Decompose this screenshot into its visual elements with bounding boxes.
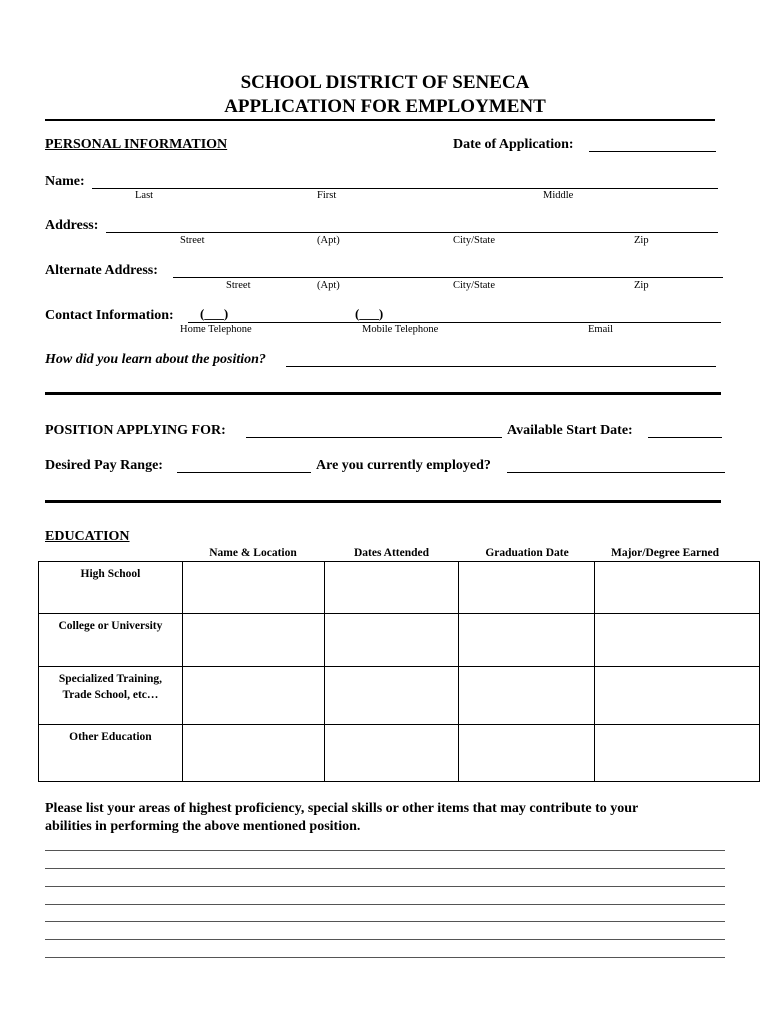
mobile-area-code: (___) [355,306,384,321]
skills-write-line[interactable] [45,921,725,922]
col-header-name-location: Name & Location [209,547,297,559]
education-heading: EDUCATION [45,529,130,544]
alt-address-sub-street: Street [226,280,251,291]
name-sub-middle: Middle [543,190,574,201]
skills-prompt-line-2: abilities in performing the above mentioned position. [45,819,361,834]
available-start-date-label: Available Start Date: [507,423,633,438]
home-area-code: (___) [200,306,229,321]
learn-about-position-label: How did you learn about the position? [45,352,266,367]
desired-pay-range-field[interactable] [177,472,311,473]
other-name-location-cell[interactable] [182,725,324,782]
currently-employed-label: Are you currently employed? [316,458,491,473]
date-of-application-label: Date of Application: [453,137,574,152]
education-table [38,561,760,782]
other-graduation-cell[interactable] [459,725,595,782]
skills-write-line[interactable] [45,886,725,887]
alternate-address-field[interactable] [173,277,723,278]
address-field[interactable] [106,232,718,233]
learn-about-position-field[interactable] [286,366,716,367]
header-rule [45,119,715,121]
col-header-graduation-date: Graduation Date [485,547,569,559]
contact-information-field[interactable] [188,322,721,323]
specialized-major-cell[interactable] [595,667,760,725]
name-sub-last: Last [135,190,154,201]
education-row-high-school [39,562,760,614]
college-dates-cell[interactable] [324,614,459,667]
high-school-major-cell[interactable] [595,562,760,614]
contact-information-label: Contact Information: [45,308,174,323]
education-row-other [39,725,760,782]
other-major-cell[interactable] [595,725,760,782]
row-label-other: Other Education [39,725,183,782]
contact-sub-mobile-telephone: Mobile Telephone [362,324,439,335]
contact-sub-home-telephone: Home Telephone [180,324,252,335]
college-name-location-cell[interactable] [182,614,324,667]
college-graduation-cell[interactable] [459,614,595,667]
specialized-dates-cell[interactable] [324,667,459,725]
row-label-college: College or University [39,614,183,667]
education-row-college [39,614,760,667]
alt-address-sub-city-state: City/State [453,280,495,291]
skills-write-line[interactable] [45,868,725,869]
contact-sub-email: Email [588,324,614,335]
position-applying-label: POSITION APPLYING FOR: [45,423,226,438]
alt-address-sub-apt: (Apt) [317,280,340,291]
address-sub-city-state: City/State [453,235,495,246]
skills-write-line[interactable] [45,850,725,851]
position-applying-field[interactable] [246,437,502,438]
address-sub-zip: Zip [634,235,649,246]
date-of-application-field[interactable] [589,151,716,152]
address-label: Address: [45,218,99,233]
address-sub-apt: (Apt) [317,235,340,246]
skills-prompt-line-1: Please list your areas of highest proficiency, special skills or other items that may contribute to your [45,801,639,816]
form-title-line-1: SCHOOL DISTRICT OF SENECA [240,72,530,93]
high-school-name-location-cell[interactable] [182,562,324,614]
section-rule-1 [45,392,721,395]
college-major-cell[interactable] [595,614,760,667]
skills-write-line[interactable] [45,939,725,940]
form-title-line-2: APPLICATION FOR EMPLOYMENT [224,96,546,117]
personal-information-heading: PERSONAL INFORMATION [45,137,228,152]
high-school-dates-cell[interactable] [324,562,459,614]
desired-pay-range-label: Desired Pay Range: [45,458,163,473]
skills-write-line[interactable] [45,957,725,958]
name-sub-first: First [317,190,337,201]
specialized-name-location-cell[interactable] [182,667,324,725]
alt-address-sub-zip: Zip [634,280,649,291]
currently-employed-field[interactable] [507,472,725,473]
education-row-specialized [39,667,760,725]
alternate-address-label: Alternate Address: [45,263,158,278]
available-start-date-field[interactable] [648,437,722,438]
name-label: Name: [45,174,85,189]
col-header-major-degree: Major/Degree Earned [610,547,720,559]
row-label-specialized: Specialized Training, Trade School, etc… [39,667,183,725]
address-sub-street: Street [180,235,205,246]
high-school-graduation-cell[interactable] [459,562,595,614]
specialized-graduation-cell[interactable] [459,667,595,725]
col-header-dates-attended: Dates Attended [353,547,430,559]
name-field[interactable] [92,188,718,189]
section-rule-2 [45,500,721,503]
row-label-high-school: High School [39,562,183,614]
other-dates-cell[interactable] [324,725,459,782]
skills-write-line[interactable] [45,904,725,905]
